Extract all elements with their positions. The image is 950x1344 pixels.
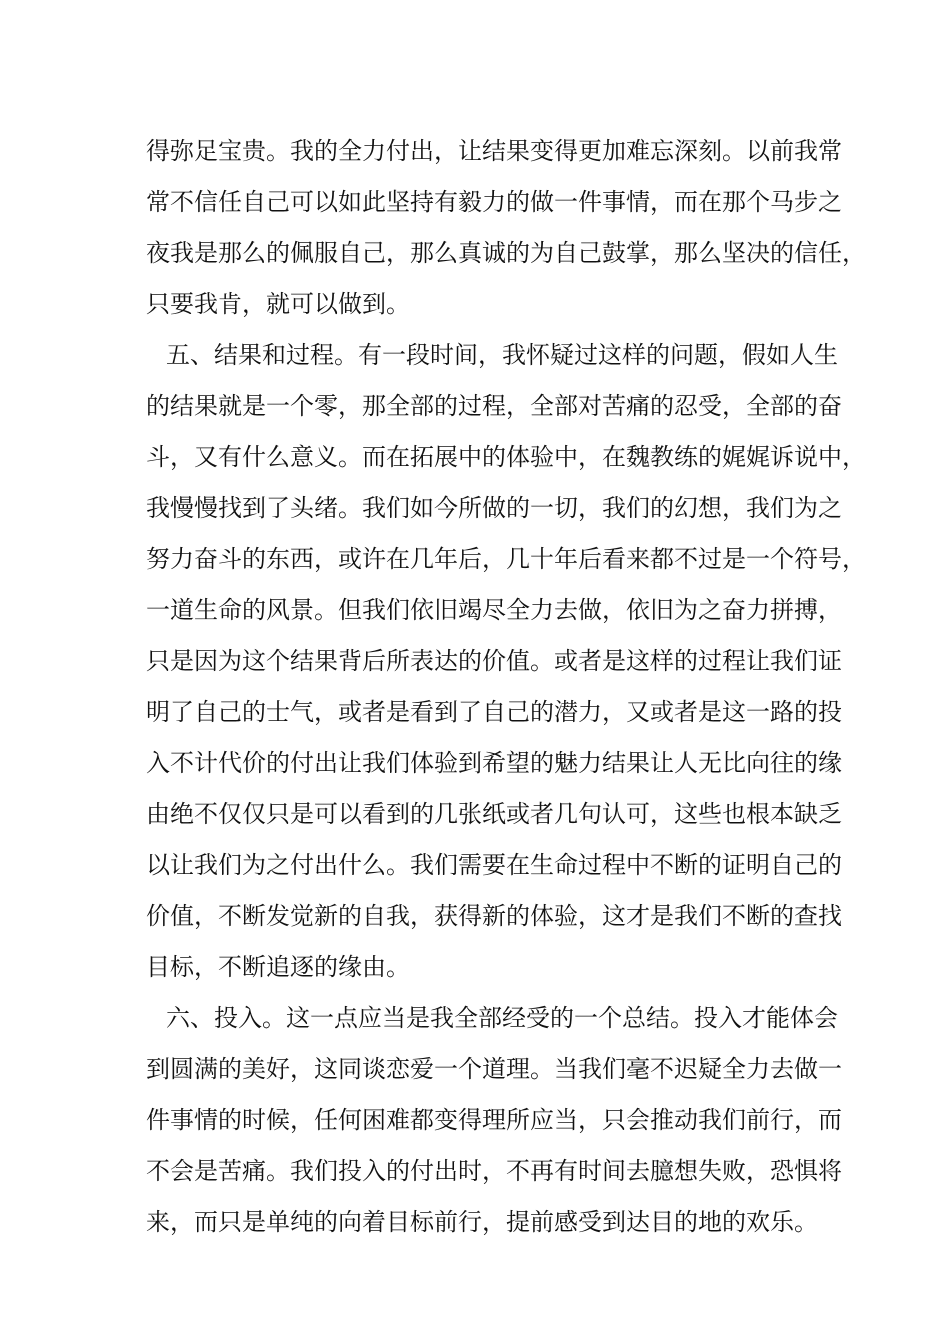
text-line: 我慢慢找到了头绪。我们如今所做的一切，我们的幻想，我们为之	[146, 494, 842, 522]
text-line: 努力奋斗的东西，或许在几年后，几十年后看来都不过是一个符号，	[146, 545, 866, 573]
text-line: 目标，不断追逐的缘由。	[146, 953, 410, 981]
text-line: 件事情的时候，任何困难都变得理所应当，只会推动我们前行，而	[146, 1106, 842, 1134]
text-line: 只要我肯，就可以做到。	[146, 290, 410, 318]
text-line: 一道生命的风景。但我们依旧竭尽全力去做，依旧为之奋力拼搏，	[146, 596, 842, 624]
text-line: 的结果就是一个零，那全部的过程，全部对苦痛的忍受，全部的奋	[146, 392, 842, 420]
text-line: 不会是苦痛。我们投入的付出时，不再有时间去臆想失败，恐惧将	[146, 1157, 842, 1185]
text-line: 价值，不断发觉新的自我，获得新的体验，这才是我们不断的查找	[146, 902, 842, 930]
text-line: 夜我是那么的佩服自己，那么真诚的为自己鼓掌，那么坚决的信任，	[146, 239, 866, 267]
text-line: 得弥足宝贵。我的全力付出，让结果变得更加难忘深刻。以前我常	[146, 137, 842, 165]
text-line: 到圆满的美好，这同谈恋爱一个道理。当我们毫不迟疑全力去做一	[146, 1055, 842, 1083]
text-line: 由绝不仅仅只是可以看到的几张纸或者几句认可，这些也根本缺乏	[146, 800, 842, 828]
text-line: 斗，又有什么意义。而在拓展中的体验中，在魏教练的娓娓诉说中，	[146, 443, 866, 471]
text-line: 来，而只是单纯的向着目标前行，提前感受到达目的地的欢乐。	[146, 1208, 818, 1236]
text-line: 只是因为这个结果背后所表达的价值。或者是这样的过程让我们证	[146, 647, 842, 675]
text-line: 入不计代价的付出让我们体验到希望的魅力结果让人无比向往的缘	[146, 749, 842, 777]
text-line: 以让我们为之付出什么。我们需要在生命过程中不断的证明自己的	[146, 851, 842, 879]
paragraph-six-heading-line: 六、投入。这一点应当是我全部经受的一个总结。投入才能体会	[166, 1004, 838, 1032]
text-line: 常不信任自己可以如此坚持有毅力的做一件事情，而在那个马步之	[146, 188, 842, 216]
text-line: 明了自己的士气，或者是看到了自己的潜力，又或者是这一路的投	[146, 698, 842, 726]
paragraph-five-heading-line: 五、结果和过程。有一段时间，我怀疑过这样的问题，假如人生	[166, 341, 838, 369]
